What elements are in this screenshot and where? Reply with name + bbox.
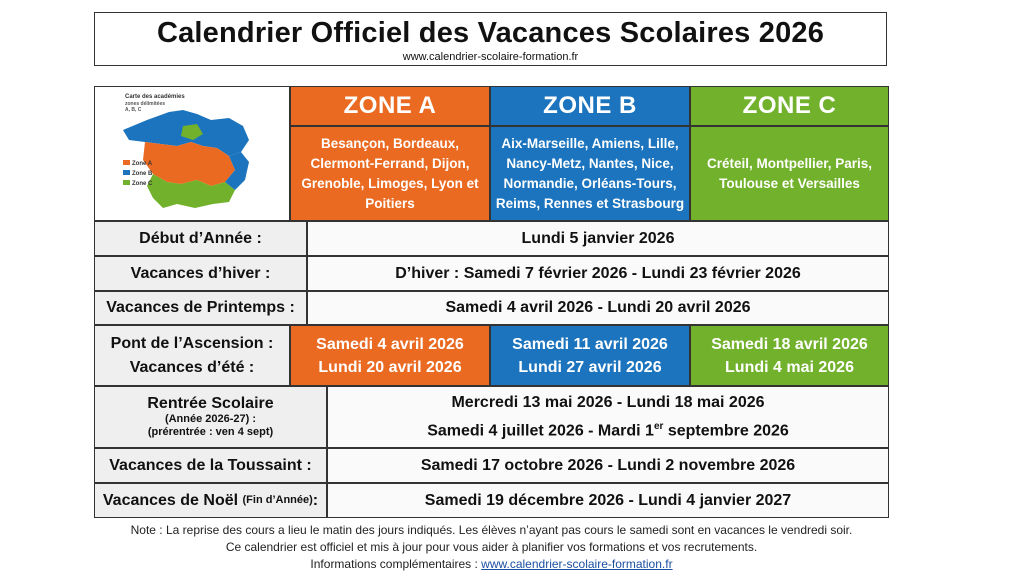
zone-c-header: ZONE C [690,86,889,126]
pont-zone-c [690,325,889,386]
note-line-1: Note : La reprise des cours a lieu le matin des jours indiqués. Les élèves n’ayant pas cours le samedi sont en vacances le vendredi soir. [130,523,853,537]
printemps-value: Samedi 4 avril 2026 - Lundi 20 avril 2026 [307,291,889,325]
zone-a-header: ZONE A [290,86,490,126]
legend-zone-a: Zone A [132,160,153,167]
pont-label-2: Vacances d’été : [129,358,255,376]
pont-zone-c-start: Samedi 18 avril 2026 [711,335,868,353]
pont-zone-b-start: Samedi 11 avril 2026 [512,335,668,353]
hiver-label: Vacances d’hiver : [94,256,307,291]
map-caption-2: zones délimitées [125,100,166,107]
rentree-label [94,386,327,448]
pont-zone-a-end: Lundi 20 avril 2026 [318,358,462,376]
debut-value: Lundi 5 janvier 2026 [307,221,889,256]
note-line-3: Informations complémentaires : www.calendrier-scolaire-formation.fr [310,557,673,571]
pont-zone-c-end: Lundi 4 mai 2026 [725,358,854,376]
rentree-label-sub1: (Année 2026-27) : [164,413,257,425]
calendar-table [94,86,889,518]
debut-label: Début d’Année : [94,221,307,256]
site-link[interactable]: www.calendrier-scolaire-formation.fr [481,557,673,571]
rentree-value-2: Samedi 4 juillet 2026 - Mardi 1er septembre 2026 [427,420,789,440]
pont-zone-b [490,325,690,386]
pont-zone-b-end: Lundi 27 avril 2026 [518,358,662,376]
toussaint-value: Samedi 17 octobre 2026 - Lundi 2 novembre 2026 [327,448,889,483]
toussaint-label: Vacances de la Toussaint : [94,448,327,483]
note-line-2: Ce calendrier est officiel et mis à jour pour vous aider à planifier vos formations et vos recrutements. [225,540,758,554]
header-box [94,12,887,66]
france-map-icon [117,90,267,218]
zone-b-header: ZONE B [490,86,690,126]
pont-label [94,325,290,386]
rentree-value [327,386,889,448]
noel-value: Samedi 19 décembre 2026 - Lundi 4 janvier 2027 [327,483,889,518]
rentree-label-main: Rentrée Scolaire [147,395,274,412]
page-title: Calendrier Officiel des Vacances Scolaires 2026 [156,17,825,49]
map-cell [94,86,290,221]
zone-b-cities: Aix-Marseille, Amiens, Lille, Nancy-Metz, Nantes, Nice, Normandie, Orléans-Tours, Reims, Rennes et Strasbourg [490,126,690,221]
map-caption-3: A, B, C [125,106,142,113]
site-url: www.calendrier-scolaire-formation.fr [402,51,579,63]
pont-zone-a [290,325,490,386]
zone-a-cities: Besançon, Bordeaux, Clermont-Ferrand, Dijon, Grenoble, Limoges, Lyon et Poitiers [290,126,490,221]
pont-zone-a-start: Samedi 4 avril 2026 [316,335,464,353]
hiver-value: D’hiver : Samedi 7 février 2026 - Lundi 23 février 2026 [307,256,889,291]
printemps-label: Vacances de Printemps : [94,291,307,325]
noel-label: Vacances de Noël (Fin d’Année) : [94,483,327,518]
legend-zone-b: Zone B [132,170,153,177]
zone-c-cities: Créteil, Montpellier, Paris, Toulouse et Versailles [690,126,889,221]
map-caption: Carte des académies [125,93,185,100]
legend-zone-c: Zone C [132,180,153,187]
footer-note [94,522,889,573]
rentree-label-sub2: (prérentrée : ven 4 sept) [147,426,274,438]
pont-label-1: Pont de l’Ascension : [110,334,274,352]
rentree-value-1: Mercredi 13 mai 2026 - Lundi 18 mai 2026 [451,393,765,411]
